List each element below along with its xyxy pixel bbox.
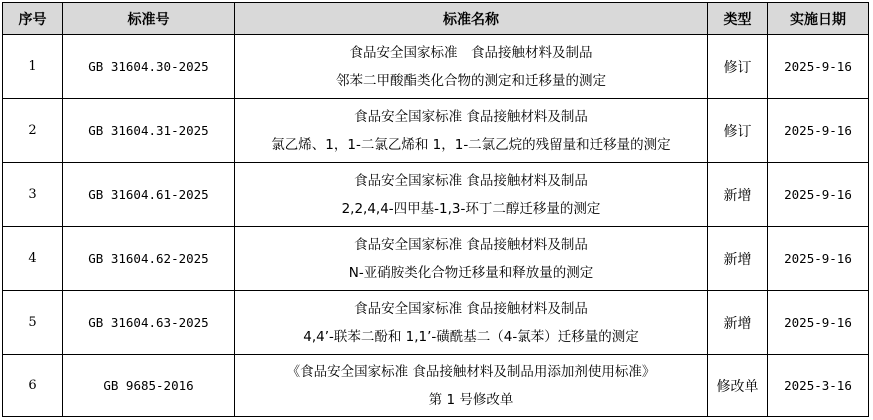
header-type: 类型 — [708, 3, 768, 35]
row-standard-code: GB 31604.30-2025 — [63, 35, 235, 99]
table-row — [3, 99, 869, 163]
header-index: 序号 — [3, 3, 63, 35]
table-row — [3, 35, 869, 99]
row-index: 6 — [3, 355, 63, 417]
row-effective-date: 2025-9-16 — [768, 227, 869, 291]
table-row — [3, 227, 869, 291]
header-name: 标准名称 — [235, 3, 708, 35]
row-type: 新增 — [708, 163, 768, 227]
row-standard-code: GB 9685-2016 — [63, 355, 235, 417]
header-row — [3, 3, 869, 35]
row-name-line-2: 2,2,4,4-四甲基-1,3-环丁二醇迁移量的测定 — [341, 200, 601, 217]
row-index: 1 — [3, 35, 63, 99]
row-name-line-1: 食品安全国家标准 食品接触材料及制品 — [349, 44, 593, 61]
row-name-line-1: 食品安全国家标准 食品接触材料及制品 — [354, 108, 588, 125]
row-type: 修改单 — [708, 355, 768, 417]
row-index: 4 — [3, 227, 63, 291]
row-effective-date: 2025-9-16 — [768, 163, 869, 227]
row-standard-name — [235, 99, 708, 163]
table-header — [3, 3, 869, 35]
row-index: 2 — [3, 99, 63, 163]
header-code: 标准号 — [63, 3, 235, 35]
row-name-line-2: 邻苯二甲酸酯类化合物的测定和迁移量的测定 — [336, 72, 606, 89]
row-type: 修订 — [708, 99, 768, 163]
row-name-line-1: 食品安全国家标准 食品接触材料及制品 — [354, 236, 588, 253]
row-effective-date: 2025-9-16 — [768, 99, 869, 163]
row-standard-name — [235, 35, 708, 99]
row-effective-date: 2025-3-16 — [768, 355, 869, 417]
row-name-line-1: 食品安全国家标准 食品接触材料及制品 — [354, 300, 588, 317]
table-row — [3, 291, 869, 355]
row-type: 新增 — [708, 227, 768, 291]
row-name-line-2: 第 1 号修改单 — [428, 391, 514, 408]
row-name-line-2: 4,4’-联苯二酚和 1,1’-磺酰基二（4-氯苯）迁移量的测定 — [303, 328, 639, 345]
row-type: 新增 — [708, 291, 768, 355]
row-standard-code: GB 31604.63-2025 — [63, 291, 235, 355]
table-row — [3, 355, 869, 417]
row-standard-name — [235, 227, 708, 291]
row-type: 修订 — [708, 35, 768, 99]
row-index: 5 — [3, 291, 63, 355]
row-name-line-1: 《食品安全国家标准 食品接触材料及制品用添加剂使用标准》 — [286, 363, 656, 380]
header-date: 实施日期 — [768, 3, 869, 35]
row-name-line-2: N-亚硝胺类化合物迁移量和释放量的测定 — [348, 264, 594, 281]
row-name-line-1: 食品安全国家标准 食品接触材料及制品 — [354, 172, 588, 189]
row-effective-date: 2025-9-16 — [768, 35, 869, 99]
table-body — [3, 35, 869, 417]
row-standard-name — [235, 163, 708, 227]
row-standard-code: GB 31604.31-2025 — [63, 99, 235, 163]
row-standard-name — [235, 355, 708, 417]
row-effective-date: 2025-9-16 — [768, 291, 869, 355]
row-standard-code: GB 31604.61-2025 — [63, 163, 235, 227]
row-index: 3 — [3, 163, 63, 227]
standards-table — [2, 2, 869, 417]
table-row — [3, 163, 869, 227]
row-name-line-2: 氯乙烯、1，1-二氯乙烯和 1，1-二氯乙烷的残留量和迁移量的测定 — [271, 136, 671, 153]
row-standard-name — [235, 291, 708, 355]
row-standard-code: GB 31604.62-2025 — [63, 227, 235, 291]
